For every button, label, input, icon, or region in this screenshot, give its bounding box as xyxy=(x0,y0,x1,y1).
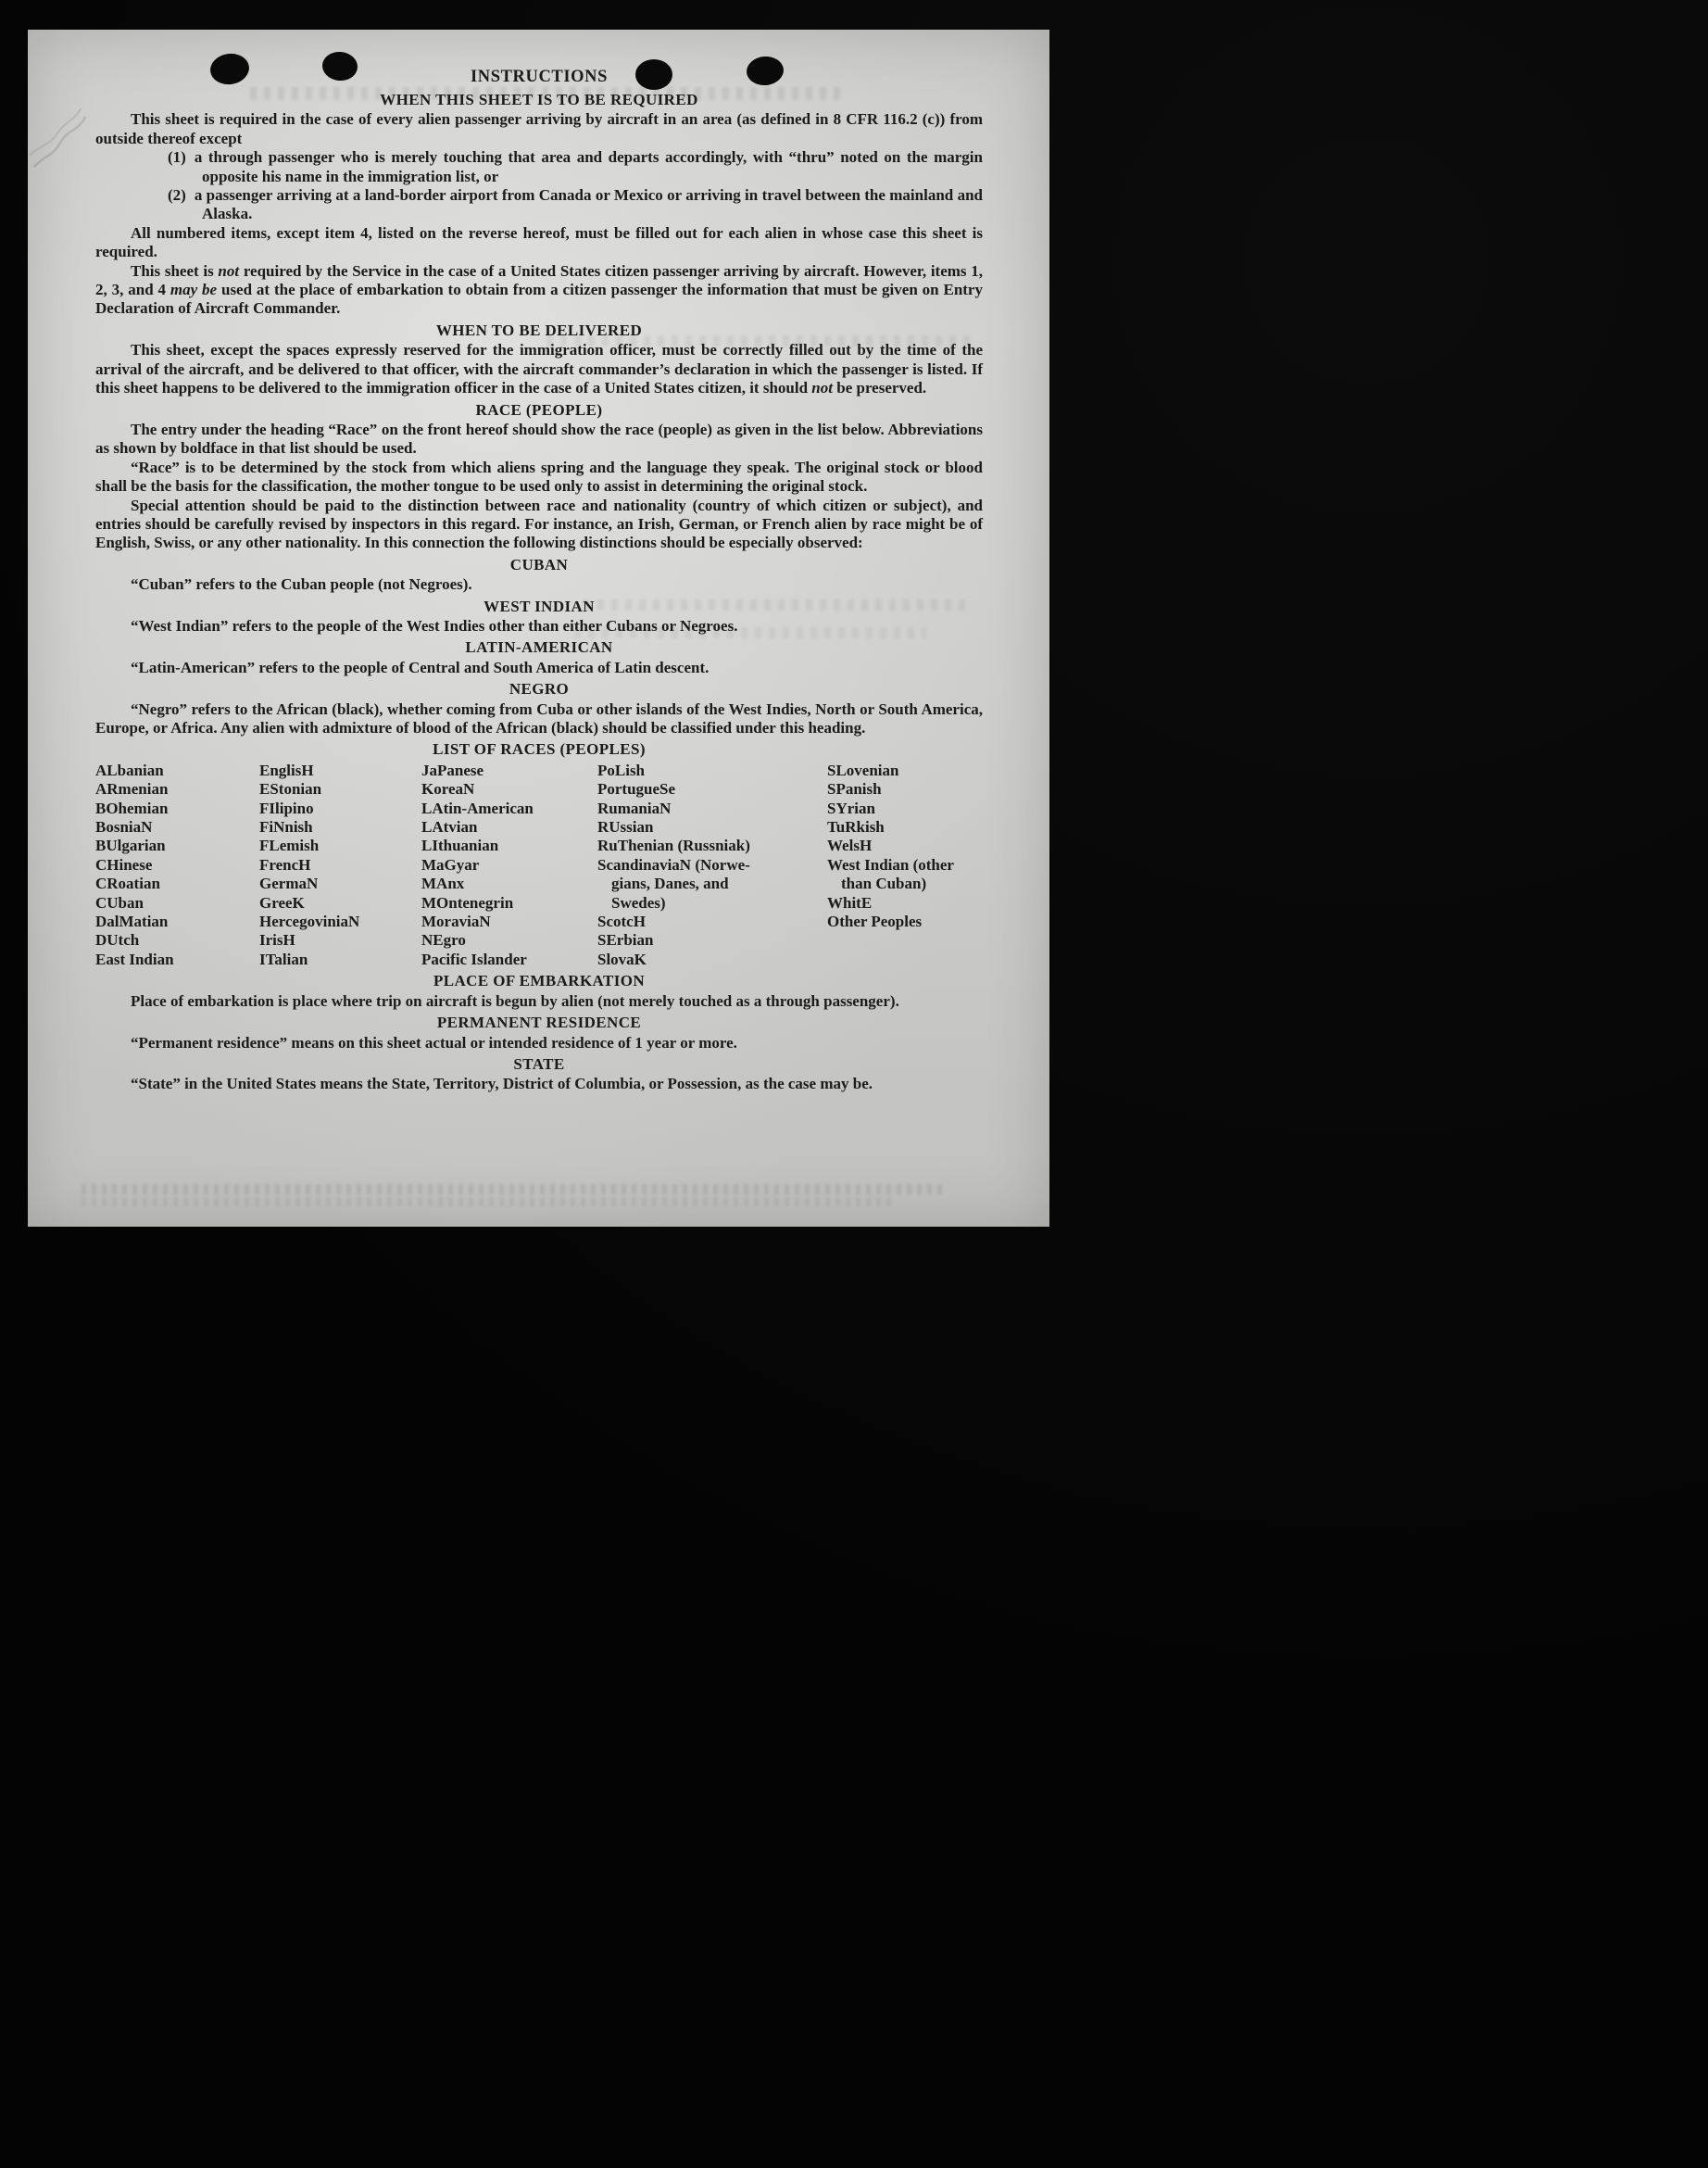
race-item xyxy=(421,856,597,875)
bleed-through-smudge xyxy=(82,1197,897,1206)
race-column xyxy=(597,762,827,969)
race-item xyxy=(597,856,827,913)
paragraph-embarkation: Place of embarkation is place where trip on aircraft is begun by alien (not merely touched as a through passenger). xyxy=(131,991,899,1010)
race-item xyxy=(95,837,259,855)
paragraph-cuban: “Cuban” refers to the Cuban people (not Negroes). xyxy=(131,575,472,594)
race-item xyxy=(597,780,827,799)
race-line: GreeK xyxy=(259,893,305,912)
race-item xyxy=(421,818,597,837)
section-heading-race: RACE (PEOPLE) xyxy=(475,400,603,419)
race-line: ScotcH xyxy=(597,913,646,931)
document-body xyxy=(95,67,983,1094)
text-run: be preserved. xyxy=(832,379,927,397)
paragraph-race-entry xyxy=(95,421,983,459)
race-line: SPanish xyxy=(827,780,882,799)
paragraph-delivered xyxy=(95,341,983,397)
race-line: DUtch xyxy=(95,931,140,950)
race-line: ARmenian xyxy=(95,780,169,799)
race-item xyxy=(259,875,421,893)
section-heading-when-delivered: WHEN TO BE DELIVERED xyxy=(435,321,643,339)
paragraph-required: This sheet is required in the case of every alien passenger arriving by aircraft in an area (as defined in 8 CFR 116.2 (c)) from outside thereof except xyxy=(95,110,983,147)
text-run: This sheet, except the spaces expressly reserved for the immigration officer, must be correctly filled out by the time of the arrival of the aircraft, and be delivered to that officer, with the aircraft commander’s declaration in which the passenger is listed. If this sheet happens to be delivered to the immigration officer in the case of a United States citizen, it should xyxy=(95,341,983,397)
race-line: MoraviaN xyxy=(421,913,491,931)
race-item xyxy=(259,762,421,780)
emphasized-text: may be xyxy=(170,281,218,299)
race-line: BUlgarian xyxy=(95,837,166,855)
race-line: JaPanese xyxy=(421,761,484,779)
text-run: This sheet is xyxy=(131,261,219,280)
paragraph-race-attention: Special attention should be paid to the distinction between race and nationality (country of which citizen or subject), and entries should be carefully revised by inspectors in this regard. For instance, an Irish, German, or French alien by race might be of English, Swiss, or any other nationality. In this connection the following distinctions should be especially observed: xyxy=(95,496,983,552)
race-line: KoreaN xyxy=(421,780,475,799)
paragraph-state: “State” in the United States means the State, Territory, District of Columbia, or Possession, as the case may be. xyxy=(131,1075,873,1093)
race-line: LAtvian xyxy=(421,818,478,837)
race-line: LAtin-American xyxy=(421,799,534,817)
race-line: NEgro xyxy=(421,931,466,950)
paragraph-residence: “Permanent residence” means on this sheet actual or intended residence of 1 year or more. xyxy=(131,1033,737,1052)
race-item xyxy=(95,931,259,950)
race-item xyxy=(421,931,597,950)
race-item xyxy=(827,818,983,837)
race-line: FIlipino xyxy=(259,799,314,817)
race-line: WhitE xyxy=(827,893,873,912)
race-line: MAnx xyxy=(421,875,465,893)
race-item xyxy=(827,894,983,913)
race-line: CUban xyxy=(95,893,144,912)
section-heading-embarkation: PLACE OF EMBARKATION xyxy=(433,972,646,990)
race-line: TuRkish xyxy=(827,818,885,837)
race-line: than Cuban) xyxy=(841,875,927,893)
race-line: EnglisH xyxy=(259,761,314,779)
race-item xyxy=(95,913,259,931)
race-line: BOhemian xyxy=(95,799,169,817)
race-line: FLemish xyxy=(259,837,320,855)
race-line: PoLish xyxy=(597,761,646,779)
race-column xyxy=(95,762,259,969)
race-line: FiNnish xyxy=(259,818,313,837)
race-line: Swedes) xyxy=(611,893,666,912)
item-number: (2) xyxy=(168,186,186,205)
paragraph-west-indian: “West Indian” refers to the people of the West Indies other than either Cubans or Negroes. xyxy=(131,616,738,635)
section-heading-list-of-races: LIST OF RACES (PEOPLES) xyxy=(433,740,646,759)
paragraph-race-stock: “Race” is to be determined by the stock from which aliens spring and the language they speak. The original stock or blood shall be the basis for the classification, the mother tongue to be used only to assist in determining the original stock. xyxy=(95,458,983,496)
race-line: SYrian xyxy=(827,799,875,817)
race-item xyxy=(827,762,983,780)
race-item xyxy=(95,875,259,893)
race-item xyxy=(421,800,597,818)
section-heading-residence: PERMANENT RESIDENCE xyxy=(436,1014,642,1032)
race-item xyxy=(95,856,259,875)
race-item xyxy=(827,837,983,855)
races-columns xyxy=(95,762,983,969)
bold-text: boldface xyxy=(181,439,238,458)
race-line: gians, Danes, and xyxy=(611,875,729,893)
race-item xyxy=(421,762,597,780)
race-column xyxy=(259,762,421,969)
item-text: a passenger arriving at a land-border airport from Canada or Mexico or arriving in travel between the mainland and Alaska. xyxy=(194,186,983,223)
race-item xyxy=(421,780,597,799)
bleed-through-smudge xyxy=(82,1184,943,1194)
race-line: West Indian (other xyxy=(827,855,954,874)
section-heading-when-required: WHEN THIS SHEET IS TO BE REQUIRED xyxy=(380,91,698,108)
race-item xyxy=(259,780,421,799)
paragraph-negro: “Negro” refers to the African (black), whether coming from Cuba or other islands of the West Indies, North or South America, Europe, or Africa. Any alien with admixture of blood of the African (black) should be classified under this heading. xyxy=(95,700,983,737)
race-item xyxy=(95,762,259,780)
emphasized-text: not xyxy=(811,379,833,397)
paragraph-latin-american: “Latin-American” refers to the people of Central and South America of Latin descent. xyxy=(131,658,710,676)
section-heading-negro: NEGRO xyxy=(509,680,570,699)
race-line: CRoatian xyxy=(95,875,160,893)
race-line: EStonian xyxy=(259,780,322,799)
numbered-item-2 xyxy=(95,186,983,224)
race-item xyxy=(259,800,421,818)
race-item xyxy=(259,856,421,875)
race-line: Other Peoples xyxy=(827,913,923,931)
race-line: SErbian xyxy=(597,931,654,950)
race-item xyxy=(827,856,983,894)
race-item xyxy=(95,800,259,818)
race-line: BosniaN xyxy=(95,818,153,837)
race-item xyxy=(259,913,421,931)
race-item xyxy=(95,818,259,837)
paragraph-numbered-items: All numbered items, except item 4, listed on the reverse hereof, must be filled out for each alien in whose case this sheet is required. xyxy=(95,223,983,261)
race-line: ScandinaviaN (Norwe- xyxy=(597,855,750,874)
race-line: RuThenian (Russniak) xyxy=(597,837,750,855)
race-item xyxy=(421,913,597,931)
race-line: IrisH xyxy=(259,931,295,950)
race-column xyxy=(827,762,983,969)
race-item xyxy=(95,894,259,913)
race-item xyxy=(827,800,983,818)
text-run: The entry under the heading “Race” on the front hereof should show the race (people) as given in the list below. Abbreviations as shown by xyxy=(95,420,983,458)
race-column xyxy=(421,762,597,969)
race-item xyxy=(421,837,597,855)
race-line: FrencH xyxy=(259,855,311,874)
race-item xyxy=(597,951,827,969)
item-text: a through passenger who is merely touching that area and departs accordingly, with “thru” noted on the margin opposite his name in the immigration list, or xyxy=(194,148,983,185)
race-item xyxy=(597,800,827,818)
emphasized-text: not xyxy=(218,261,240,280)
race-line: HercegoviniaN xyxy=(259,913,360,931)
race-item xyxy=(259,894,421,913)
race-item xyxy=(421,894,597,913)
race-line: ITalian xyxy=(259,950,308,968)
page-title: INSTRUCTIONS xyxy=(470,68,609,86)
race-item xyxy=(597,818,827,837)
race-item xyxy=(597,913,827,931)
text-run: in that list should be used. xyxy=(237,439,417,458)
race-line: RumaniaN xyxy=(597,799,672,817)
race-line: DalMatian xyxy=(95,913,169,931)
race-item xyxy=(827,913,983,931)
race-line: CHinese xyxy=(95,855,153,874)
section-heading-cuban: CUBAN xyxy=(509,555,569,574)
race-line: LIthuanian xyxy=(421,837,499,855)
item-number: (1) xyxy=(168,148,186,167)
race-line: ALbanian xyxy=(95,761,164,779)
race-item xyxy=(259,931,421,950)
race-item xyxy=(421,951,597,969)
race-line: East Indian xyxy=(95,950,174,968)
race-item xyxy=(95,780,259,799)
race-item xyxy=(259,818,421,837)
section-heading-state: STATE xyxy=(513,1054,565,1073)
race-item xyxy=(95,951,259,969)
text-run: required by the Service in the case of a United States citizen passenger arriving by aircraft. However, items 1, 2, 3, and 4 xyxy=(95,261,983,299)
race-item xyxy=(597,762,827,780)
race-item xyxy=(597,837,827,855)
numbered-item-1 xyxy=(95,148,983,186)
race-item xyxy=(597,931,827,950)
race-line: Pacific Islander xyxy=(421,950,527,968)
document-page xyxy=(28,30,1049,1227)
race-item xyxy=(827,780,983,799)
race-item xyxy=(259,837,421,855)
race-line: SlovaK xyxy=(597,950,647,968)
section-heading-latin-american: LATIN-AMERICAN xyxy=(465,638,613,657)
race-line: MOntenegrin xyxy=(421,893,514,912)
section-heading-west-indian: WEST INDIAN xyxy=(484,597,595,615)
race-line: PortugueSe xyxy=(597,780,676,799)
race-line: MaGyar xyxy=(421,855,480,874)
race-item xyxy=(259,951,421,969)
race-line: RUssian xyxy=(597,818,654,837)
race-item xyxy=(421,875,597,893)
race-line: WelsH xyxy=(827,837,873,855)
race-line: SLovenian xyxy=(827,761,899,779)
race-line: GermaN xyxy=(259,875,319,893)
text-run: used at the place of embarkation to obtain from a citizen passenger the information that must be given on Entry Declaration of Aircraft Commander. xyxy=(95,281,983,318)
paragraph-citizen xyxy=(95,262,983,319)
